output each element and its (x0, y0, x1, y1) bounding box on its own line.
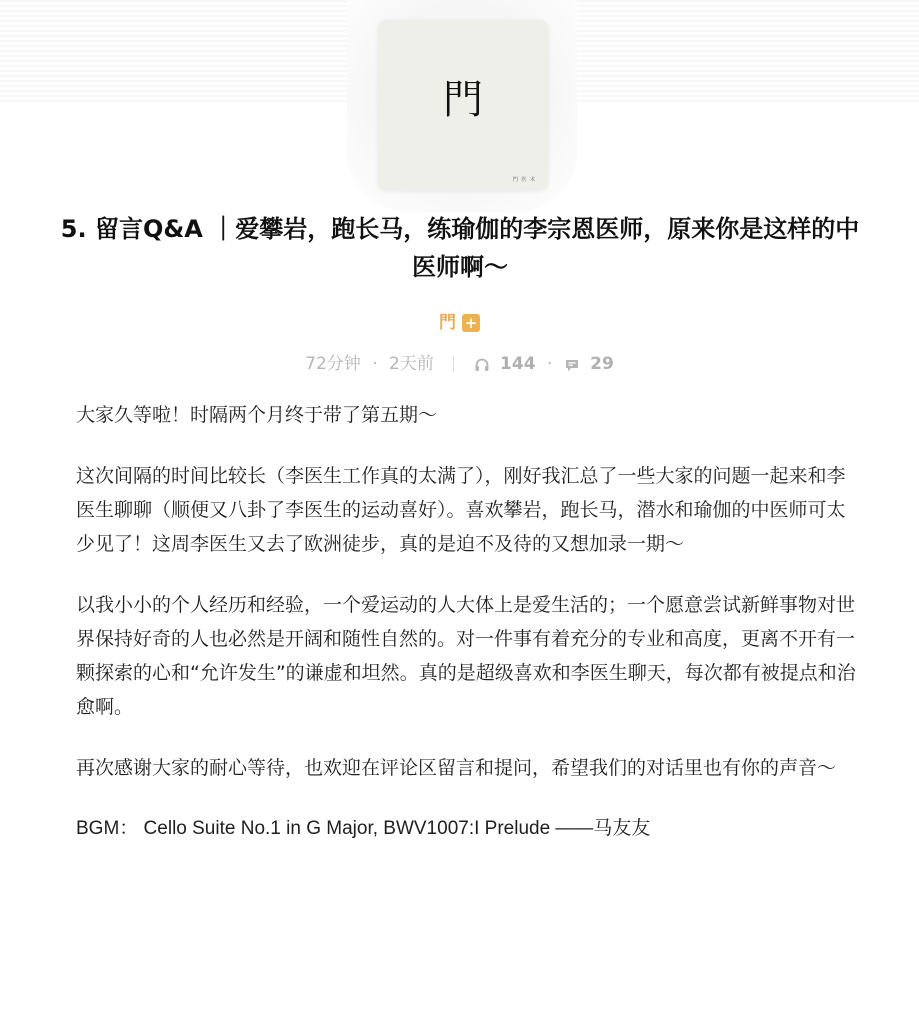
headphone-icon (474, 356, 490, 372)
meta-separator-dot: · (546, 354, 553, 374)
shownotes (76, 398, 856, 873)
meta-divider (453, 356, 454, 372)
meta-separator-dot: · (372, 354, 378, 374)
shownotes-paragraph: 再次感谢大家的耐心等待，也欢迎在评论区留言和提问，希望我们的对话里也有你的声音～ (76, 757, 837, 779)
follow-button[interactable]: + (462, 314, 480, 332)
cover-logo-char: 門 (443, 77, 483, 123)
play-count: 144 (500, 354, 536, 374)
podcast-name-link[interactable]: 門 (439, 313, 456, 333)
shownotes-paragraph: 以我小小的个人经历和经验，一个爱运动的人大体上是爱生活的；一个愿意尝试新鲜事物对世界保持好奇的人也必然是开阔和随性自然的。对一件事有着充分的专业和高度，更离不开有一颗探索的心和“允许发生”的谦虚和坦然。真的是超级喜欢和李医生聊天，每次都有被提点和治愈啊。 (76, 594, 856, 718)
duration: 72分钟 (305, 354, 361, 374)
shownotes-paragraph: 这次间隔的时间比较长（李医生工作真的太满了），刚好我汇总了一些大家的问题一起来和李医生聊聊（顺便又八卦了李医生的运动喜好）。喜欢攀岩，跑长马，潜水和瑜伽的中医师可太少见了！这周李医生又去了欧洲徒步，真的是迫不及待的又想加录一期～ (76, 465, 846, 555)
shownotes-paragraph: 大家久等啦！时隔两个月终于带了第五期～ (76, 404, 438, 426)
shownotes-bgm-credit: BGM： Cello Suite No.1 in G Major, BWV1007:I Prelude ——马友友 (76, 818, 651, 839)
cover-logo-mark: 門 医 术 (512, 177, 536, 183)
comment-count[interactable]: 29 (590, 354, 614, 374)
episode-title: 5. 留言Q&A ｜爱攀岩，跑长马，练瑜伽的李宗恩医师，原来你是这样的中医师啊～ (60, 215, 860, 281)
podcast-channel-row (0, 312, 919, 334)
comment-icon[interactable] (564, 356, 580, 372)
publish-time: 2天前 (389, 354, 434, 374)
episode-cover[interactable] (378, 20, 548, 190)
episode-meta (0, 352, 919, 376)
